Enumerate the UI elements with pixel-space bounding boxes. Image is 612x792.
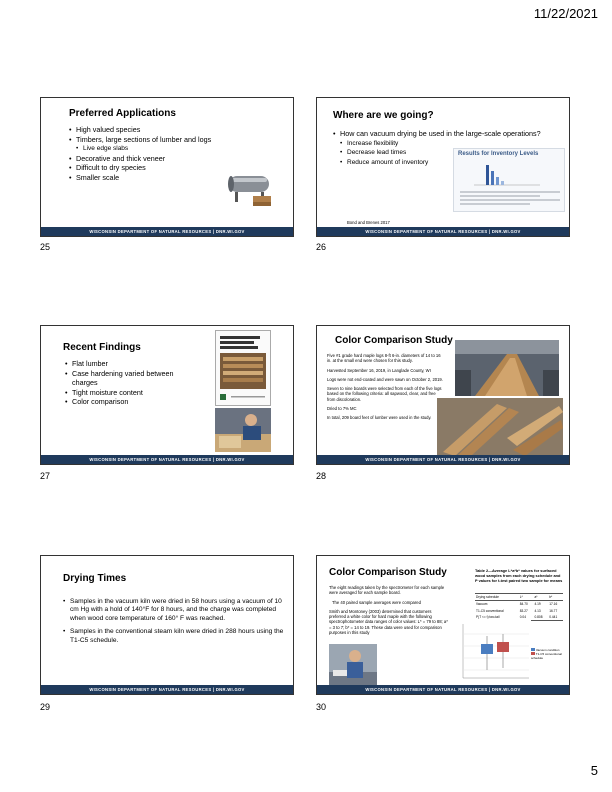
list-item: • Decrease lead times bbox=[333, 148, 558, 158]
table-cell: 4.13 bbox=[534, 608, 541, 613]
paragraph: In total, 209 board feet of lumber were used in the study. bbox=[327, 415, 432, 421]
slide-number: 30 bbox=[316, 702, 327, 712]
list-item: • Case hardening varied between charges bbox=[65, 369, 195, 388]
vacuum-kiln-image bbox=[227, 166, 273, 210]
chart-notes bbox=[460, 191, 560, 205]
table-header: b* bbox=[549, 595, 553, 599]
slide-title: Preferred Applications bbox=[69, 108, 176, 119]
slide-number: 29 bbox=[40, 702, 51, 712]
bullet-list bbox=[65, 359, 195, 407]
list-item: • Increase flexibility bbox=[333, 139, 558, 149]
worker-photo bbox=[215, 408, 271, 452]
list-item: • Timbers, large sections of lumber and logs bbox=[69, 135, 269, 145]
table-cell: 0.441 bbox=[549, 614, 558, 619]
table-header: a* bbox=[534, 595, 538, 599]
slide-number: 25 bbox=[40, 242, 51, 252]
list-item: • Smaller scale bbox=[69, 173, 269, 183]
paragraph: Logs were not end-coated and were sawn on October 2, 2019. bbox=[327, 376, 443, 382]
list-item: • Color comparison bbox=[65, 397, 195, 407]
table-cell: 16.77 bbox=[549, 608, 558, 613]
table-row bbox=[475, 601, 563, 608]
legend-swatch bbox=[531, 648, 535, 651]
lumber-boards-photo bbox=[437, 398, 563, 456]
slide-number: 27 bbox=[40, 471, 51, 481]
slide-27 bbox=[40, 325, 294, 465]
legend-label: Vacuum condition bbox=[535, 648, 560, 652]
legend-item bbox=[531, 652, 569, 660]
list-item: • Flat lumber bbox=[65, 359, 195, 369]
list-item: • Samples in the vacuum kiln were dried in 58 hours using a vacuum of 10 cm Hg with a hold of 140°F for 8 hours, and the charge was completed when wood core temperature of 160° F was reached. bbox=[63, 598, 285, 623]
bullet-list bbox=[63, 598, 285, 645]
kiln-interior-photo bbox=[455, 340, 559, 396]
study-description bbox=[327, 353, 445, 425]
slide-title: Color Comparison Study bbox=[329, 567, 447, 578]
table-cell: 83.27 bbox=[519, 608, 528, 613]
paragraph: Seven to nine boards were selected from each of the five logs based on the following criteria: all sapwood, clear, and free from discoloration. bbox=[327, 386, 442, 402]
paragraph: Dried to 7% MC bbox=[327, 406, 357, 412]
table-cell: 84.70 bbox=[519, 602, 528, 607]
slide-30 bbox=[316, 555, 570, 695]
inventory-chart bbox=[453, 148, 565, 212]
table-cell: 0.04 bbox=[519, 614, 526, 619]
table-cell: P(T <= t) two-tail bbox=[476, 614, 500, 619]
list-item: • How can vacuum drying be used in the large-scale operations? bbox=[333, 129, 558, 139]
list-item: • Difficult to dry species bbox=[69, 163, 269, 173]
paragraph: Smith and Montoney (2003) determined that customers preferred a white color for hard maple with the following spectrophotometer data ranges of color values: L* = 79 to 88; a* = 3 to 7; b* = 14 to 19. These data were used for comparison purposes in this study bbox=[329, 608, 448, 636]
slide-footer: WISCONSIN DEPARTMENT OF NATURAL RESOURCES | DNR.WI.GOV bbox=[317, 227, 569, 236]
page-number: 5 bbox=[590, 763, 598, 778]
slide-footer: WISCONSIN DEPARTMENT OF NATURAL RESOURCES | DNR.WI.GOV bbox=[317, 455, 569, 464]
list-item: • High valued species bbox=[69, 125, 269, 135]
paragraph: The 40 paired sample averages were compared bbox=[332, 599, 421, 605]
legend-label: T1-C5 conventional schedule bbox=[531, 652, 562, 660]
slide-footer: WISCONSIN DEPARTMENT OF NATURAL RESOURCES | DNR.WI.GOV bbox=[41, 685, 293, 694]
legend-swatch bbox=[531, 652, 535, 655]
researcher-photo bbox=[329, 644, 377, 686]
list-item: • Samples in the conventional steam kiln were dried in 288 hours using the T1-C5 schedule. bbox=[63, 628, 285, 645]
slide-28 bbox=[316, 325, 570, 465]
list-item: • Tight moisture content bbox=[65, 388, 195, 398]
slide-title: Where are we going? bbox=[333, 110, 434, 121]
table-caption: Table 2—Average L*a*b* values for surfaced wood samples from each drying schedule and P values for t-test paired two sample for means bbox=[475, 568, 563, 583]
citation: Bond and Brenes 2017 bbox=[347, 220, 390, 225]
slide-footer: WISCONSIN DEPARTMENT OF NATURAL RESOURCES | DNR.WI.GOV bbox=[41, 227, 293, 236]
table-cell: 0.808 bbox=[534, 614, 543, 619]
slide-25 bbox=[40, 97, 294, 237]
report-cover-image bbox=[215, 330, 271, 406]
color-values-table bbox=[475, 593, 563, 621]
slide-footer: WISCONSIN DEPARTMENT OF NATURAL RESOURCES | DNR.WI.GOV bbox=[317, 685, 569, 694]
header-date: 11/22/2021 bbox=[533, 6, 598, 21]
box-plot bbox=[453, 620, 531, 684]
list-item: • Live edge slabs bbox=[69, 144, 269, 154]
table-cell: 17.16 bbox=[549, 602, 558, 607]
chart-legend bbox=[531, 648, 569, 660]
paragraph: The eight readings taken by the spectrometer for each sample were averaged for each sample board. bbox=[329, 585, 445, 596]
table-cell: 4.19 bbox=[534, 602, 541, 607]
chart-title: Results for Inventory Levels bbox=[458, 151, 539, 157]
slide-29 bbox=[40, 555, 294, 695]
slide-number: 28 bbox=[316, 471, 327, 481]
table-cell: T1-C5 conventional bbox=[476, 608, 504, 613]
list-item: • Reduce amount of inventory bbox=[333, 158, 558, 168]
paragraph: Harvested September 16, 2019, in Langlade County, WI bbox=[327, 367, 431, 373]
table-header: L* bbox=[519, 595, 523, 599]
slide-title: Color Comparison Study bbox=[335, 335, 453, 346]
study-method bbox=[329, 585, 449, 639]
slide-26 bbox=[316, 97, 570, 237]
paragraph: Five #1 grade hard maple logs 8-ft 6-in. diameters of 14 to 16 in. at the small end were chosen for this study. bbox=[327, 353, 441, 364]
slide-footer: WISCONSIN DEPARTMENT OF NATURAL RESOURCES | DNR.WI.GOV bbox=[41, 455, 293, 464]
slide-title: Drying Times bbox=[63, 573, 127, 584]
table-cell: Vacuum bbox=[476, 602, 488, 607]
slide-title: Recent Findings bbox=[63, 342, 141, 353]
list-item: • Decorative and thick veneer bbox=[69, 154, 269, 164]
chart-bars bbox=[472, 161, 542, 187]
slide-number: 26 bbox=[316, 242, 327, 252]
table-header: Drying schedule bbox=[476, 595, 499, 599]
